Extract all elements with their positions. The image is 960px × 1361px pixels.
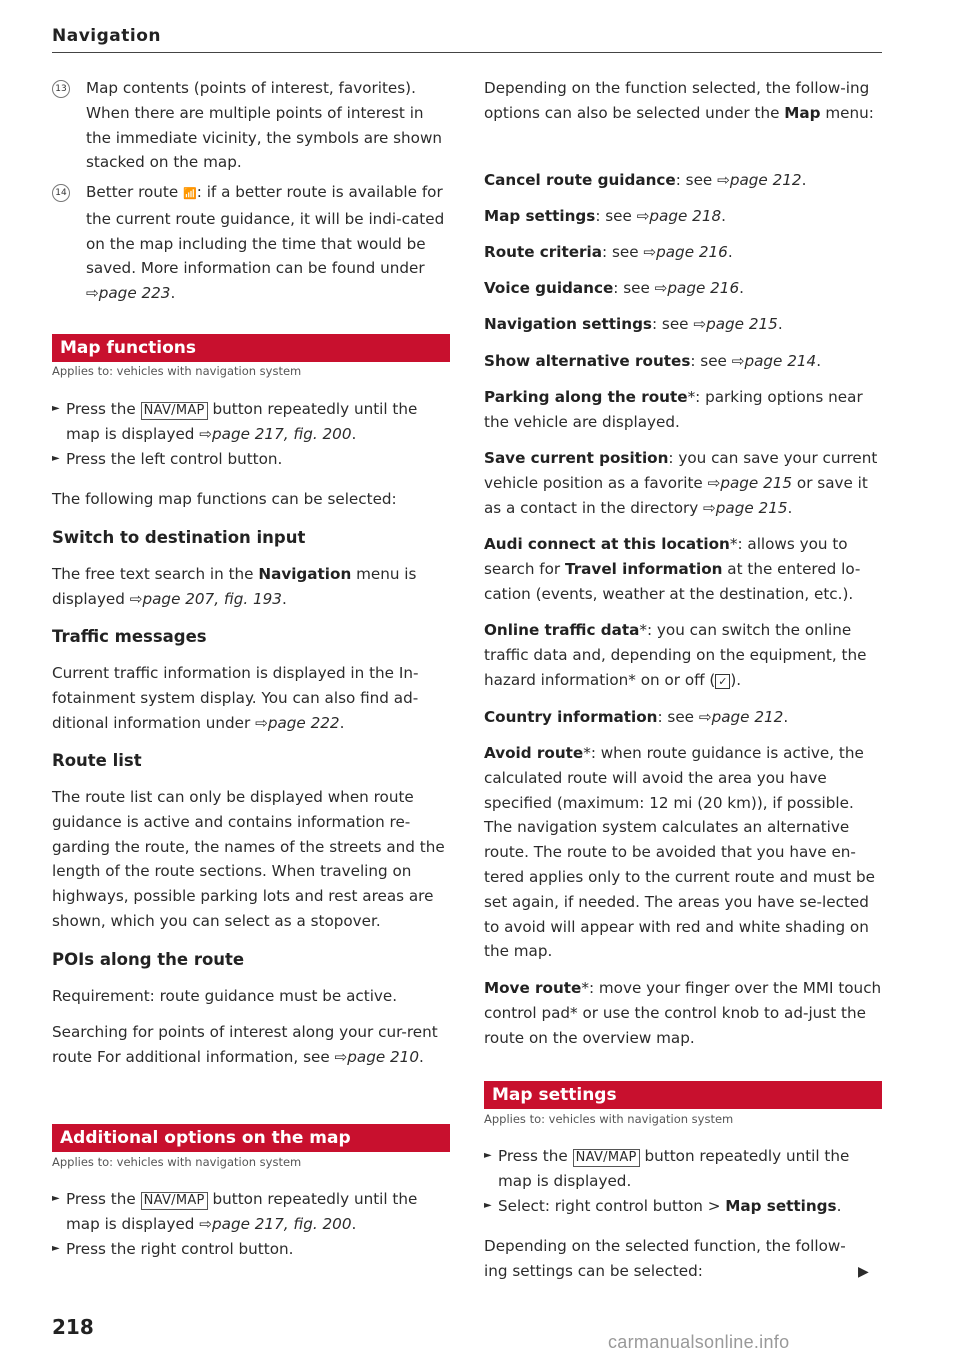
page-link[interactable]: ⇨page 215 [703,498,788,517]
applies-note: Applies to: vehicles with navigation system [484,1112,734,1126]
page-link[interactable]: ⇨page 210 [334,1047,419,1066]
map-functions-banner: Map functions [52,334,450,362]
subheading: Route list [52,751,142,770]
callout-number: 14 [52,184,70,202]
menu-option: Audi connect at this location*: allows you to search for Travel information at the entered lo-cation (events, weather at the destination, etc.). [484,535,861,603]
bullet-arrow-icon: ► [52,1193,60,1204]
page-link[interactable]: ⇨page 207, fig. 193 [129,589,282,608]
page-link[interactable]: ⇨page 217, fig. 200 [199,424,352,443]
checkbox-icon: ✓ [715,674,730,689]
bullet-arrow-icon: ► [484,1200,492,1211]
menu-option: Save current position: you can save your current vehicle position as a favorite ⇨page 215 or save it as a contact in the directory ⇨page 215. [484,449,878,517]
nav-map-key: NAV/MAP [573,1149,640,1167]
page-link[interactable]: ⇨page 222 [255,713,340,732]
menu-option: Avoid route*: when route guidance is active, the calculated route will avoid the area you have specified (maximum: 12 mi (20 km)), if possible. The navigation system calculates an alternative route. The route to be avoided that you have en-tered applies only to the current route and must be set again, if needed. The areas you have se-lected to avoid will appear with red and white shading on the map. [484,744,875,961]
page-link[interactable]: ⇨page 216 [643,243,728,261]
paragraph: Depending on the function selected, the follow-ing options can also be selected under the Map menu: [484,79,874,122]
menu-option: Cancel route guidance: see ⇨page 212. [484,171,807,189]
bullet-arrow-icon: ► [52,403,60,414]
menu-option: Voice guidance: see ⇨page 216. [484,279,744,297]
callout-13 [52,76,452,175]
page-link[interactable]: ⇨page 218 [636,207,722,225]
menu-option: Move route*: move your finger over the MMI touch control pad* or use the control knob to ad-just the route on the overview map. [484,979,882,1047]
subheading: POIs along the route [52,950,245,969]
menu-option: Parking along the route*: parking options near the vehicle are displayed. [484,388,863,431]
watermark: carmanualsonline.info [608,1332,790,1352]
menu-option: Country information: see ⇨page 212. [484,708,789,726]
menu-option: Route criteria: see ⇨page 216. [484,243,733,261]
page-link[interactable]: ⇨page 212 [698,708,784,726]
applies-note: Applies to: vehicles with navigation system [52,364,302,378]
page-link[interactable]: ⇨page 216 [654,279,740,297]
callout-number: 13 [52,80,70,98]
map-settings-banner: Map settings [484,1081,882,1109]
nav-map-key: NAV/MAP [141,1192,208,1210]
step-item: ► Press the NAV/MAP button repeatedly until the map is displayed ⇨page 217, fig. 200. [52,397,452,447]
paragraph: The route list can only be displayed when route guidance is active and contains information re-garding the route, the names of the streets and the length of the route sections. When traveling on highways, possible parking lots and rest areas are shown, which you can select as a stopover. [52,788,445,930]
step-item: ► Press the left control button. [52,447,452,472]
subheading: Switch to destination input [52,528,306,547]
bullet-arrow-icon: ► [52,453,60,464]
page-link[interactable]: ⇨page 214 [731,352,817,370]
page-link[interactable]: ⇨page 212 [717,171,802,189]
menu-option: Show alternative routes: see ⇨page 214. [484,352,822,370]
continue-arrow-icon: ▶ [858,1264,869,1280]
better-route-icon: 📶 [183,187,197,200]
menu-option: Online traffic data*: you can switch the online traffic data and, depending on the equipment, the hazard information* on or off ( ✓ ). [484,621,867,689]
paragraph: Depending on the selected function, the follow-ing settings can be selected: [484,1237,846,1280]
paragraph: Requirement: route guidance must be active. [52,987,398,1005]
step-item: ► Press the NAV/MAP button repeatedly until the map is displayed. [484,1144,884,1194]
paragraph: Searching for points of interest along your cur-rent route For additional information, see ⇨page 210. [52,1023,438,1066]
additional-options-banner: Additional options on the map [52,1124,450,1152]
step-item: ► Press the NAV/MAP button repeatedly until the map is displayed ⇨page 217, fig. 200. [52,1187,452,1237]
menu-option: Navigation settings: see ⇨page 215. [484,315,783,333]
nav-map-key: NAV/MAP [141,402,208,420]
paragraph: The following map functions can be selected: [52,490,397,508]
page-link[interactable]: ⇨page 223 [86,284,171,303]
page-link[interactable]: ⇨page 215 [707,473,793,492]
bullet-arrow-icon: ► [52,1243,60,1254]
menu-option: Map settings: see ⇨page 218. [484,207,726,225]
paragraph: Current traffic information is displayed in the In-fotainment system display. You can also find ad-ditional information under ⇨page 222. [52,664,419,732]
section-title: Navigation [52,26,161,46]
paragraph: The free text search in the Navigation menu is displayed ⇨page 207, fig. 193. [52,565,417,608]
callout-14 [52,180,452,306]
callout-text: Better route 📶: if a better route is available for the current route guidance, it will be indi-cated on the map including the time that would be saved. More information can be found under ⇨page 223. [86,183,445,303]
header-divider [52,52,882,53]
step-item: ► Press the right control button. [52,1237,452,1262]
page-link[interactable]: ⇨page 215 [693,315,778,333]
step-item: ► Select: right control button > Map settings. [484,1194,884,1219]
bullet-arrow-icon: ► [484,1150,492,1161]
page-number: 218 [52,1315,94,1339]
callout-text: Map contents (points of interest, favorites). When there are multiple points of interest in the immediate vicinity, the symbols are shown stacked on the map. [86,79,443,172]
applies-note: Applies to: vehicles with navigation system [52,1155,302,1169]
page-link[interactable]: ⇨page 217, fig. 200 [199,1214,352,1233]
subheading: Traffic messages [52,627,207,646]
